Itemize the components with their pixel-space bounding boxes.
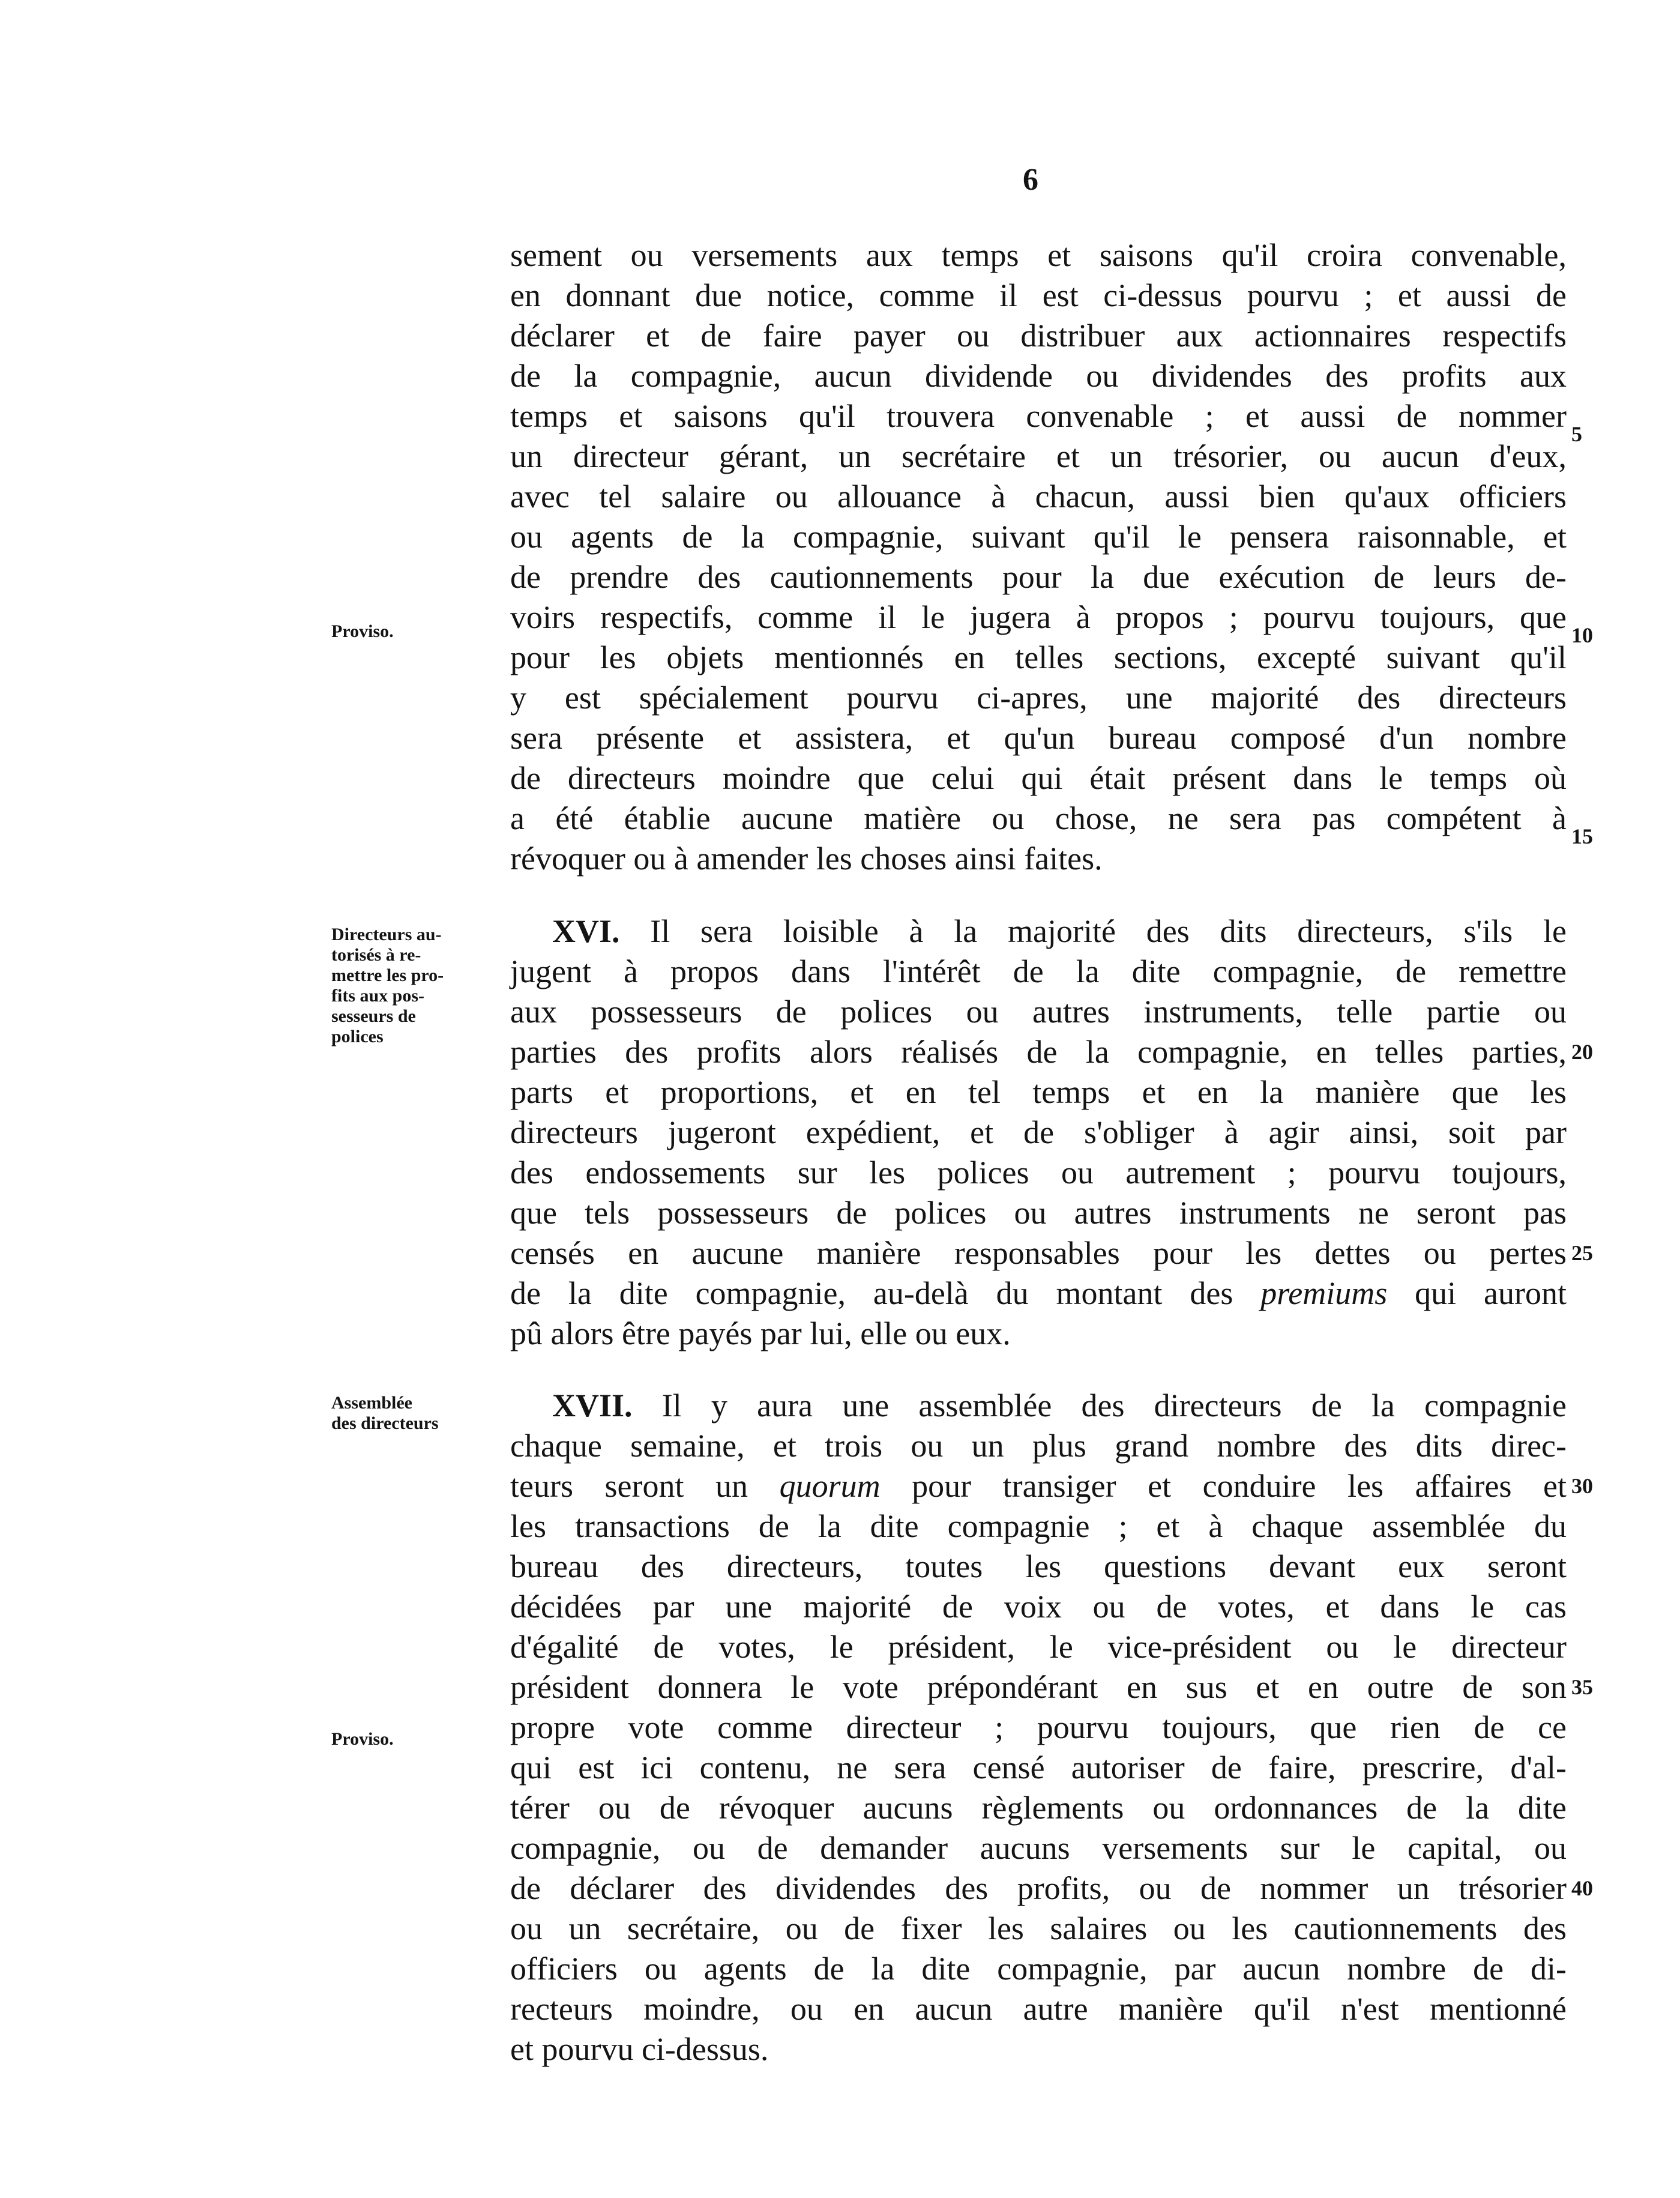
text-line: les transactions de la dite compagnie ; et à chaque assemblée du: [510, 1508, 1567, 1544]
line-number: 10: [1571, 623, 1593, 647]
text-line: teurs seront un quorum pour transiger et conduire les affaires et: [510, 1468, 1567, 1504]
latin-term: quorum: [779, 1468, 881, 1504]
margin-note-proviso: Proviso.: [331, 1729, 394, 1749]
margin-note-proviso: Proviso.: [331, 621, 394, 641]
text-line: de prendre des cautionnements pour la due exécution de leurs de-: [510, 559, 1567, 595]
margin-note-line: sesseurs de: [331, 1006, 416, 1026]
margin-note-line: mettre les pro-: [331, 965, 444, 985]
line-number: 20: [1571, 1040, 1593, 1064]
text-line: bureau des directeurs, toutes les questions devant eux seront: [510, 1548, 1567, 1584]
text-line: révoquer ou à amender les choses ainsi faites.: [510, 841, 1103, 877]
margin-note-line: polices: [331, 1027, 384, 1046]
margin-note-line: Assemblée: [331, 1393, 412, 1413]
text-line: et pourvu ci-dessus.: [510, 2031, 769, 2067]
text-line: térer ou de révoquer aucuns règlements ou ordonnances de la dite: [510, 1790, 1567, 1826]
text-line: chaque semaine, et trois ou un plus grand nombre des dits direc-: [510, 1428, 1567, 1464]
line-number: 5: [1571, 422, 1582, 446]
text-line: directeurs jugeront expédient, et de s'obliger à agir ainsi, soit par: [510, 1114, 1567, 1150]
text-line: en donnant due notice, comme il est ci-dessus pourvu ; et aussi de: [510, 277, 1567, 313]
line-number: 40: [1571, 1876, 1593, 1900]
text-line: temps et saisons qu'il trouvera convenable ; et aussi de nommer: [510, 398, 1567, 434]
text-line: déclarer et de faire payer ou distribuer aux actionnaires respectifs: [510, 318, 1567, 354]
text-line: sement ou versements aux temps et saisons qu'il croira convenable,: [510, 237, 1567, 273]
text-line: des endossements sur les polices ou autrement ; pourvu toujours,: [510, 1155, 1567, 1191]
text-line: parties des profits alors réalisés de la compagnie, en telles parties,: [510, 1034, 1567, 1070]
text-line: a été établie aucune matière ou chose, ne sera pas compétent à: [510, 800, 1567, 836]
text-line: pû alors être payés par lui, elle ou eux.: [510, 1315, 1011, 1351]
text-line: président donnera le vote prépondérant en sus et en outre de son: [510, 1669, 1567, 1705]
text-line: voirs respectifs, comme il le jugera à propos ; pourvu toujours, que: [510, 599, 1567, 635]
margin-note-line: des directeurs: [331, 1413, 439, 1433]
text-line: officiers ou agents de la dite compagnie, par aucun nombre de di-: [510, 1951, 1567, 1987]
margin-note-line: fits aux pos-: [331, 986, 425, 1006]
text-line: décidées par une majorité de voix ou de votes, et dans le cas: [510, 1589, 1567, 1625]
line-number: 35: [1571, 1675, 1593, 1699]
text-line: propre vote comme directeur ; pourvu toujours, que rien de ce: [510, 1709, 1567, 1745]
margin-note-section-xvi: [331, 925, 444, 1047]
line-number: 15: [1571, 824, 1593, 848]
section-number: XVII.: [552, 1387, 633, 1424]
text-line: recteurs moindre, ou en aucun autre manière qu'il n'est mentionné: [510, 1991, 1567, 2027]
text-line: ou agents de la compagnie, suivant qu'il le pensera raisonnable, et: [510, 519, 1567, 555]
text-line: qui est ici contenu, ne sera censé autoriser de faire, prescrire, d'al-: [510, 1750, 1567, 1786]
text-line: sera présente et assistera, et qu'un bureau composé d'un nombre: [510, 720, 1567, 756]
text-line: compagnie, ou de demander aucuns versements sur le capital, ou: [510, 1830, 1567, 1866]
text-line: y est spécialement pourvu ci-apres, une majorité des directeurs: [510, 680, 1567, 716]
margin-note-line: Directeurs au-: [331, 925, 442, 944]
text-line: aux possesseurs de polices ou autres instruments, telle partie ou: [510, 994, 1567, 1030]
latin-term: premiums: [1260, 1275, 1388, 1311]
text-line: avec tel salaire ou allouance à chacun, aussi bien qu'aux officiers: [510, 479, 1567, 515]
text-line: d'égalité de votes, le président, le vice-président ou le directeur: [510, 1629, 1567, 1665]
page-number: 6: [1023, 163, 1038, 197]
margin-note-section-xvii: [331, 1393, 439, 1434]
text-line: de la compagnie, aucun dividende ou dividendes des profits aux: [510, 358, 1567, 394]
text-line: censés en aucune manière responsables pour les dettes ou pertes: [510, 1235, 1567, 1271]
text-line: ou un secrétaire, ou de fixer les salaires ou les cautionnements des: [510, 1910, 1567, 1946]
section-xvi-first-line: XVI. Il sera loisible à la majorité des dits directeurs, s'ils le: [552, 913, 1567, 949]
section-xvii-first-line: XVII. Il y aura une assemblée des directeurs de la compagnie: [552, 1387, 1567, 1424]
margin-note-line: torisés à re-: [331, 945, 421, 965]
text-line: de directeurs moindre que celui qui était présent dans le temps où: [510, 760, 1567, 796]
text-line: jugent à propos dans l'intérêt de la dite compagnie, de remettre: [510, 953, 1567, 989]
line-number: 25: [1571, 1241, 1593, 1265]
text-line: pour les objets mentionnés en telles sections, excepté suivant qu'il: [510, 639, 1567, 675]
text-line: un directeur gérant, un secrétaire et un trésorier, ou aucun d'eux,: [510, 438, 1567, 474]
text-line: de la dite compagnie, au-delà du montant des premiums qui auront: [510, 1275, 1567, 1311]
section-number: XVI.: [552, 913, 620, 949]
text-line: que tels possesseurs de polices ou autres instruments ne seront pas: [510, 1195, 1567, 1231]
text-line: parts et proportions, et en tel temps et en la manière que les: [510, 1074, 1567, 1110]
line-number: 30: [1571, 1474, 1593, 1498]
text-line: de déclarer des dividendes des profits, ou de nommer un trésorier: [510, 1870, 1567, 1906]
